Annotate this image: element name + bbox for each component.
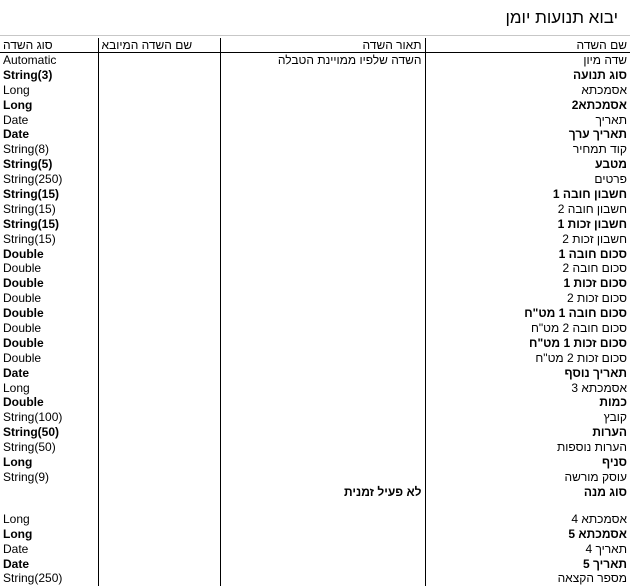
imported-field-name-cell (98, 276, 220, 291)
table-row (0, 113, 630, 128)
table-row (0, 306, 630, 321)
field-description-cell (220, 351, 425, 366)
table-header-row (0, 38, 630, 53)
imported-field-name-cell (98, 247, 220, 262)
table-row (0, 187, 630, 202)
imported-field-name-cell (98, 395, 220, 410)
fields-table (0, 38, 630, 586)
field-name-cell: סכום זכות 2 (425, 291, 630, 306)
field-type-cell: String(100) (0, 410, 98, 425)
field-name-cell: פרטים (425, 172, 630, 187)
field-name-cell: תאריך נוסף (425, 366, 630, 381)
field-description-cell (220, 512, 425, 527)
field-description-cell (220, 202, 425, 217)
table-row (0, 53, 630, 68)
field-name-cell: תאריך 5 (425, 557, 630, 572)
field-type-cell: Date (0, 557, 98, 572)
header-imported-field-name: שם השדה המיובא (98, 38, 220, 53)
table-row (0, 232, 630, 247)
field-name-cell: סכום חובה 1 מט"ח (425, 306, 630, 321)
field-name-cell: קוד תמחיר (425, 142, 630, 157)
field-type-cell: Double (0, 261, 98, 276)
field-description-cell (220, 68, 425, 83)
field-description-cell (220, 98, 425, 113)
imported-field-name-cell (98, 53, 220, 68)
field-name-cell: סוג תנועה (425, 68, 630, 83)
field-type-cell: Automatic (0, 53, 98, 68)
field-name-cell: כמות (425, 395, 630, 410)
field-name-cell: חשבון חובה 2 (425, 202, 630, 217)
imported-field-name-cell (98, 306, 220, 321)
table-row (0, 276, 630, 291)
imported-field-name-cell (98, 542, 220, 557)
field-description-cell (220, 217, 425, 232)
field-name-cell: תאריך ערך (425, 127, 630, 142)
field-description-cell (220, 113, 425, 128)
table-row (0, 542, 630, 557)
field-description-cell (220, 83, 425, 98)
field-type-cell: Double (0, 336, 98, 351)
field-name-cell: אסמכתא2 (425, 98, 630, 113)
field-name-cell: סכום זכות 1 (425, 276, 630, 291)
imported-field-name-cell (98, 261, 220, 276)
imported-field-name-cell (98, 187, 220, 202)
field-type-cell: String(15) (0, 202, 98, 217)
header-field-description: תאור השדה (220, 38, 425, 53)
imported-field-name-cell (98, 83, 220, 98)
field-type-cell: Date (0, 113, 98, 128)
table-row (0, 512, 630, 527)
table-row (0, 455, 630, 470)
table-row (0, 485, 630, 512)
field-name-cell: אסמכתא 3 (425, 381, 630, 396)
field-description-cell (220, 321, 425, 336)
table-row (0, 527, 630, 542)
table-row (0, 68, 630, 83)
imported-field-name-cell (98, 512, 220, 527)
field-description-cell (220, 440, 425, 455)
field-name-cell: קובץ (425, 410, 630, 425)
field-type-cell: String(250) (0, 172, 98, 187)
table-row (0, 557, 630, 572)
imported-field-name-cell (98, 157, 220, 172)
field-description-cell (220, 127, 425, 142)
field-name-cell: סכום חובה 2 מט"ח (425, 321, 630, 336)
imported-field-name-cell (98, 142, 220, 157)
field-name-cell: חשבון חובה 1 (425, 187, 630, 202)
field-description-cell (220, 381, 425, 396)
field-description-cell: השדה שלפיו ממויינת הטבלה (220, 53, 425, 68)
imported-field-name-cell (98, 291, 220, 306)
header-field-name: שם השדה (425, 38, 630, 53)
table-row (0, 172, 630, 187)
field-description-cell (220, 276, 425, 291)
field-name-cell: סכום זכות 1 מט"ח (425, 336, 630, 351)
imported-field-name-cell (98, 113, 220, 128)
field-description-cell (220, 571, 425, 586)
imported-field-name-cell (98, 440, 220, 455)
table-row (0, 395, 630, 410)
field-type-cell: Double (0, 306, 98, 321)
field-type-cell: Double (0, 276, 98, 291)
imported-field-name-cell (98, 68, 220, 83)
field-name-cell: שדה מיון (425, 53, 630, 68)
table-row (0, 157, 630, 172)
imported-field-name-cell (98, 527, 220, 542)
imported-field-name-cell (98, 455, 220, 470)
field-type-cell: String(8) (0, 142, 98, 157)
field-type-cell: String(3) (0, 68, 98, 83)
table-row (0, 83, 630, 98)
table-row (0, 321, 630, 336)
table-row (0, 366, 630, 381)
field-description-cell (220, 247, 425, 262)
imported-field-name-cell (98, 232, 220, 247)
field-type-cell: Date (0, 542, 98, 557)
field-description-cell (220, 232, 425, 247)
field-type-cell: Date (0, 127, 98, 142)
imported-field-name-cell (98, 202, 220, 217)
imported-field-name-cell (98, 381, 220, 396)
field-description-cell: לא פעיל זמנית (220, 485, 425, 512)
field-name-cell: סכום זכות 2 מט"ח (425, 351, 630, 366)
table-row (0, 261, 630, 276)
table-row (0, 381, 630, 396)
field-description-cell (220, 425, 425, 440)
field-name-cell: עוסק מורשה (425, 470, 630, 485)
field-type-cell: Double (0, 321, 98, 336)
field-description-cell (220, 336, 425, 351)
field-description-cell (220, 142, 425, 157)
imported-field-name-cell (98, 127, 220, 142)
field-type-cell: Long (0, 512, 98, 527)
field-type-cell: Long (0, 83, 98, 98)
table-row (0, 98, 630, 113)
field-description-cell (220, 172, 425, 187)
table-row (0, 440, 630, 455)
field-description-cell (220, 527, 425, 542)
table-row (0, 425, 630, 440)
field-description-cell (220, 557, 425, 572)
field-description-cell (220, 157, 425, 172)
field-type-cell: Long (0, 455, 98, 470)
imported-field-name-cell (98, 321, 220, 336)
field-name-cell: הערות נוספות (425, 440, 630, 455)
field-description-cell (220, 470, 425, 485)
field-type-cell: String(5) (0, 157, 98, 172)
field-type-cell: Long (0, 98, 98, 113)
field-type-cell: String(50) (0, 440, 98, 455)
field-name-cell: תאריך (425, 113, 630, 128)
imported-field-name-cell (98, 351, 220, 366)
field-name-cell: מטבע (425, 157, 630, 172)
table-row (0, 571, 630, 586)
imported-field-name-cell (98, 336, 220, 351)
field-description-cell (220, 306, 425, 321)
field-type-cell: Double (0, 395, 98, 410)
imported-field-name-cell (98, 485, 220, 512)
field-type-cell: String(50) (0, 425, 98, 440)
table-row (0, 217, 630, 232)
table-row (0, 470, 630, 485)
field-name-cell: חשבון זכות 2 (425, 232, 630, 247)
imported-field-name-cell (98, 172, 220, 187)
field-description-cell (220, 542, 425, 557)
field-name-cell: אסמכתא 5 (425, 527, 630, 542)
field-type-cell: String(15) (0, 232, 98, 247)
imported-field-name-cell (98, 366, 220, 381)
imported-field-name-cell (98, 98, 220, 113)
field-type-cell: Double (0, 351, 98, 366)
field-name-cell: סכום חובה 1 (425, 247, 630, 262)
field-type-cell: Double (0, 291, 98, 306)
field-description-cell (220, 291, 425, 306)
field-type-cell: Date (0, 366, 98, 381)
field-type-cell: String(250) (0, 571, 98, 586)
field-name-cell: מספר הקצאה (425, 571, 630, 586)
imported-field-name-cell (98, 410, 220, 425)
field-description-cell (220, 187, 425, 202)
field-type-cell: String(9) (0, 470, 98, 485)
field-description-cell (220, 366, 425, 381)
table-row (0, 142, 630, 157)
table-row (0, 351, 630, 366)
field-name-cell: סניף (425, 455, 630, 470)
field-type-cell: Long (0, 381, 98, 396)
table-row (0, 410, 630, 425)
imported-field-name-cell (98, 470, 220, 485)
field-type-cell: String(15) (0, 187, 98, 202)
field-name-cell: אסמכתא (425, 83, 630, 98)
field-name-cell: חשבון זכות 1 (425, 217, 630, 232)
field-description-cell (220, 455, 425, 470)
imported-field-name-cell (98, 557, 220, 572)
field-name-cell: סכום חובה 2 (425, 261, 630, 276)
title-divider (0, 35, 630, 36)
field-type-cell (0, 485, 98, 512)
field-type-cell: Long (0, 527, 98, 542)
field-description-cell (220, 261, 425, 276)
table-row (0, 291, 630, 306)
field-name-cell: הערות (425, 425, 630, 440)
table-row (0, 247, 630, 262)
imported-field-name-cell (98, 571, 220, 586)
field-description-cell (220, 410, 425, 425)
field-type-cell: String(15) (0, 217, 98, 232)
field-name-cell: תאריך 4 (425, 542, 630, 557)
page-title: יבוא תנועות יומן (505, 8, 618, 28)
imported-field-name-cell (98, 425, 220, 440)
fields-table-container (0, 38, 630, 585)
imported-field-name-cell (98, 217, 220, 232)
field-type-cell: Double (0, 247, 98, 262)
field-name-cell: סוג מנה (425, 485, 630, 512)
table-row (0, 127, 630, 142)
table-row (0, 336, 630, 351)
field-name-cell: אסמכתא 4 (425, 512, 630, 527)
header-field-type: סוג השדה (0, 38, 98, 53)
field-description-cell (220, 395, 425, 410)
table-body (0, 53, 630, 586)
table-row (0, 202, 630, 217)
